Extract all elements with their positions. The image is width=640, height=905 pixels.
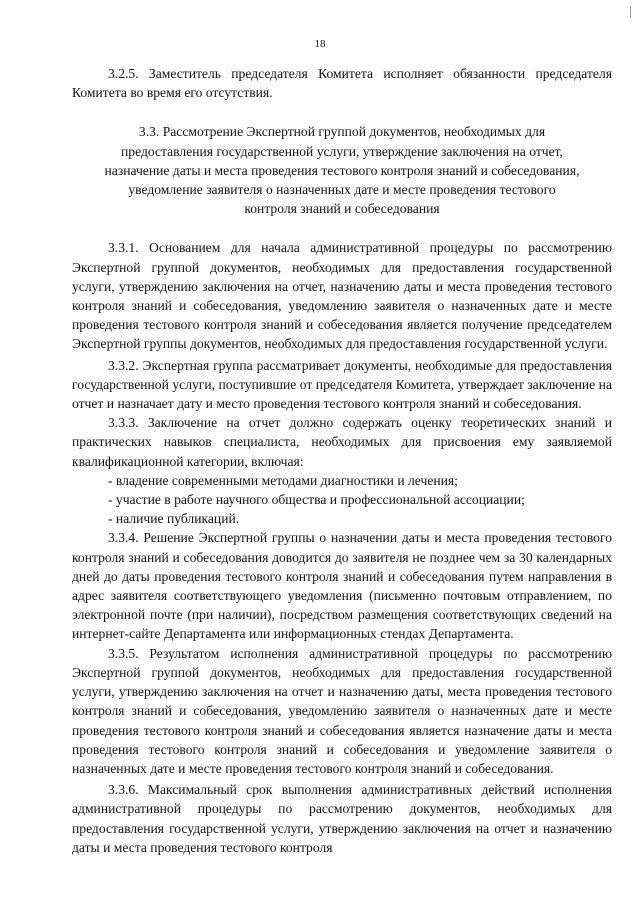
document-body (72, 64, 612, 857)
paragraph-3-3-3: 3.3.3. Заключение на отчет должно содержать оценку теоретических знаний и практических навыков специалиста, необходимых для присвоения ему заявляемой квалификационной категории, включая: (72, 415, 612, 469)
paragraph-3-3-2: 3.3.2. Экспертная группа рассматривает документы, необходимые для предоставления государственной услуги, поступившие от председателя Комитета, утверждает заключение на отчет и назначает дату и место проведения тестового контроля знаний и собеседования. (72, 357, 612, 412)
section-heading-3-3 (72, 122, 612, 218)
page-number: 18 (314, 38, 326, 50)
list-item: - участие в работе научного общества и профессиональной ассоциации; (108, 492, 525, 508)
paragraph-3-3-5: 3.3.5. Результатом исполнения административной процедуры по рассмотрению Экспертной группой документов, необходимых для предоставления государственной услуги, утверждению заключения на отчет и назначению даты, места проведения тестового контроля знаний и собеседования, уведомлению заявителя о назначенных дате и месте проведения тестового контроля знаний и собеседования является назначение даты и места проведения тестового контроля знаний и собеседования и уведомление заявителя о назначенных дате и месте проведения тестового контроля знаний и собеседования. (72, 645, 612, 776)
heading-line: 3.3. Рассмотрение Экспертной группой документов, необходимых для (138, 124, 546, 140)
paragraph-3-3-6: 3.3.6. Максимальный срок выполнения административных действий исполнения административной процедуры по рассмотрению документов, необходимых для предоставления государственной услуги, утверждению заключения на отчет и назначению даты и места проведения тестового контроля (72, 782, 612, 855)
heading-line: назначение даты и места проведения тестового контроля знаний и собеседования, (104, 162, 580, 178)
paragraph-3-3-1: 3.3.1. Основанием для начала административной процедуры по рассмотрению Экспертной группой документов, необходимых для предоставления государственной услуги, утверждению заключения на отчет, назначению даты и места проведения тестового контроля знаний и собеседования, уведомлению заявителя о назначенных дате и месте проведения тестового контроля знаний и собеседования является получение председателем Экспертной группы документов, необходимых для предоставления государственной услуги. (72, 240, 612, 352)
heading-line: уведомление заявителя о назначенных дате и месте проведения тестового (128, 182, 556, 198)
paragraph-3-2-5: 3.2.5. Заместитель председателя Комитета исполняет обязанности председателя Комитета во время его отсутствия. (72, 66, 612, 101)
heading-line: контроля знаний и собеседования (244, 201, 440, 217)
heading-line: предоставления государственной услуги, утверждение заключения на отчет, (121, 143, 563, 159)
scan-mark (630, 6, 631, 18)
paragraph-3-3-4: 3.3.4. Решение Экспертной группы о назначении даты и места проведения тестового контроля знаний и собеседования доводится до заявителя не позднее чем за 30 календарных дней до даты проведения тестового контроля знаний и собеседования путем направления в адрес заявителя соответствующего уведомления (письменно почтовым отправлением, по электронной почте (при наличии), посредством размещения соответствующих сведений на интернет-сайте Департамента или информационных стендах Департамента. (72, 530, 612, 642)
list-item: - наличие публикаций. (108, 511, 240, 527)
list-item: - владение современными методами диагностики и лечения; (108, 472, 458, 488)
